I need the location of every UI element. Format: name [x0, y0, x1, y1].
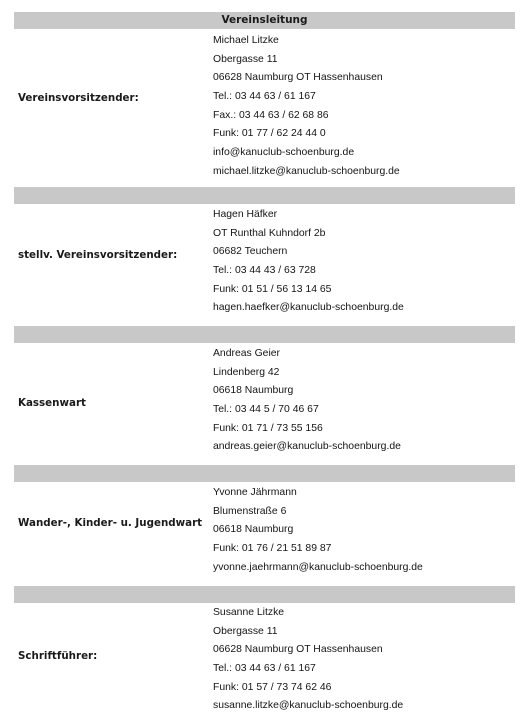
contact-street: Obergasse 11 [213, 53, 278, 65]
header-title: Vereinsleitung [221, 14, 308, 26]
contact-city: 06618 Naumburg [213, 385, 294, 397]
contact-email[interactable]: andreas.geier@kanuclub-schoenburg.de [213, 441, 401, 453]
member-section-vorsitzender [14, 32, 515, 184]
contact-phone: Tel.: 03 44 5 / 70 46 67 [213, 404, 319, 416]
contact-street: Lindenberg 42 [213, 366, 280, 378]
contact-mobile: Funk: 01 76 / 21 51 89 87 [213, 543, 332, 555]
contact-name: Yvonne Jährmann [213, 487, 297, 498]
member-section-stellv-vorsitzender [14, 206, 515, 321]
contact-block [213, 206, 404, 318]
contact-name: Hagen Häfker [213, 209, 278, 220]
contact-email[interactable]: hagen.haefker@kanuclub-schoenburg.de [213, 302, 404, 314]
section-divider [14, 465, 515, 482]
contact-city: 06618 Naumburg [213, 524, 294, 536]
section-divider [14, 326, 515, 343]
contact-phone: Tel.: 03 44 63 / 61 167 [213, 663, 316, 675]
contact-name: Susanne Litzke [213, 607, 285, 618]
role-label: Vereinsvorsitzender: [18, 92, 139, 104]
role-label: stellv. Vereinsvorsitzender: [18, 249, 178, 261]
contact-email[interactable]: susanne.litzke@kanuclub-schoenburg.de [213, 700, 404, 712]
contact-email[interactable]: michael.litzke@kanuclub-schoenburg.de [213, 165, 400, 177]
contact-phone: Tel.: 03 44 63 / 61 167 [213, 91, 316, 103]
contact-phone: Tel.: 03 44 43 / 63 728 [213, 265, 316, 277]
contact-name: Michael Litzke [213, 35, 279, 46]
contact-email[interactable]: info@kanuclub-schoenburg.de [213, 147, 355, 159]
contact-mobile: Funk: 01 57 / 73 74 62 46 [213, 681, 332, 693]
contact-city: 06628 Naumburg OT Hassenhausen [213, 72, 383, 84]
contact-block [213, 345, 401, 457]
contact-email[interactable]: yvonne.jaehrmann@kanuclub-schoenburg.de [213, 561, 423, 573]
contact-block [213, 484, 423, 577]
contact-city: 06682 Teuchern [213, 246, 288, 258]
member-section-kassenwart [14, 345, 515, 460]
contact-street: Blumenstraße 6 [213, 505, 287, 517]
contact-city: 06628 Naumburg OT Hassenhausen [213, 644, 383, 656]
header-bar [14, 12, 515, 29]
contact-mobile: Funk: 01 77 / 62 24 44 0 [213, 128, 326, 140]
contact-block [213, 32, 400, 182]
contact-street: Obergasse 11 [213, 625, 278, 637]
contact-fax: Fax.: 03 44 63 / 62 68 86 [213, 109, 329, 121]
role-label: Schriftführer: [18, 650, 98, 662]
role-label: Kassenwart [18, 397, 86, 409]
section-divider [14, 586, 515, 603]
contact-block [213, 604, 403, 716]
member-section-jugendwart [14, 484, 515, 580]
role-label: Wander-, Kinder- u. Jugendwart [18, 517, 203, 529]
section-divider [14, 187, 515, 204]
contact-mobile: Funk: 01 51 / 56 13 14 65 [213, 283, 332, 295]
contact-name: Andreas Geier [213, 348, 280, 359]
contact-mobile: Funk: 01 71 / 73 55 156 [213, 422, 323, 434]
contact-street: OT Runthal Kuhndorf 2b [213, 227, 326, 239]
member-section-schriftfuehrer [14, 604, 515, 719]
